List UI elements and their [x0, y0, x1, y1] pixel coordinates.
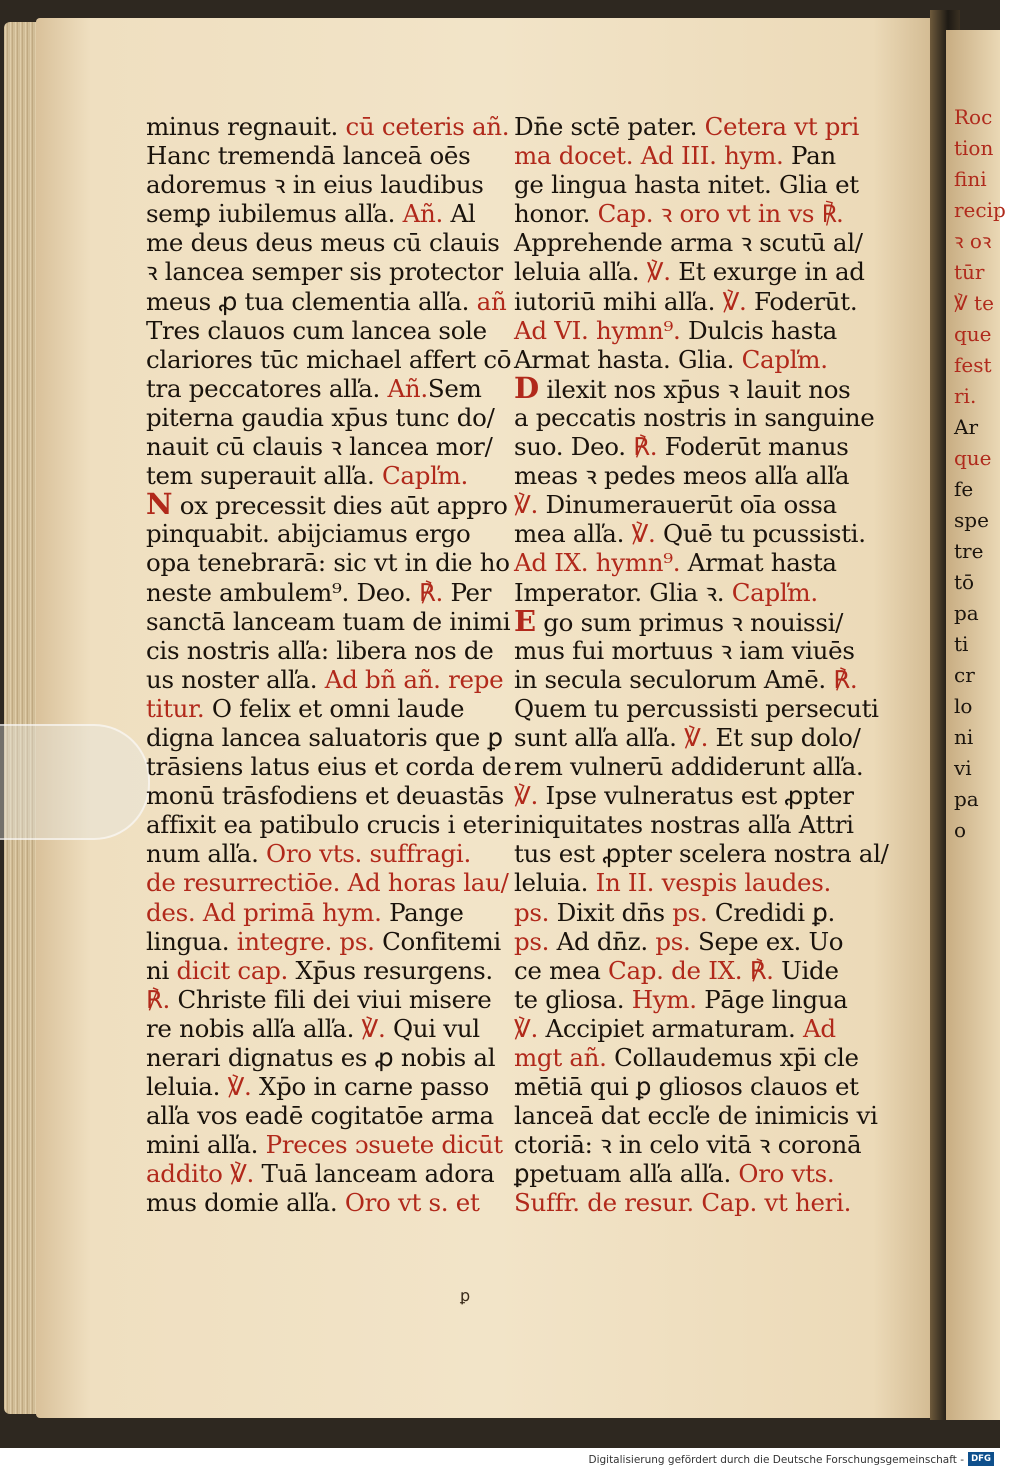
text-line — [514, 810, 886, 839]
page-clip — [0, 724, 150, 840]
body-text: affixit ea patibulo crucis i eter — [146, 810, 512, 840]
text-line — [514, 432, 886, 461]
rubric-text: ℣. — [684, 722, 709, 752]
body-text: adoremus ꝛ in eius laudibus — [146, 170, 484, 200]
body-text: piterna gaudia xp̄us tunc do/ — [146, 402, 495, 432]
body-text: monū trāsfodiens et deuastās — [146, 781, 504, 811]
rubric-text: ps. — [514, 897, 550, 927]
body-text: opa tenebrarā: sic vt in die ho — [146, 548, 510, 578]
body-text: Uide — [773, 955, 839, 985]
text-line — [514, 403, 886, 432]
footer-bar — [0, 1448, 1000, 1472]
text-line — [514, 141, 886, 170]
text-line — [514, 1072, 886, 1101]
fragment-line: cr — [954, 663, 975, 687]
body-text: Ad dn̄z. — [549, 926, 656, 956]
text-line — [146, 1188, 504, 1217]
body-text: Credidi ꝑ. — [707, 897, 836, 927]
body-text: Pāge lingua — [696, 984, 848, 1014]
rubric-text: ℣. — [514, 781, 538, 811]
rubric-text: mgt añ. — [514, 1043, 607, 1072]
rubric-text: Hym. — [631, 984, 697, 1014]
fragment-line: o — [954, 818, 967, 842]
text-line — [146, 257, 504, 286]
text-line — [146, 1130, 504, 1159]
text-line — [514, 519, 886, 548]
body-text: Imperator. Glia ꝛ. — [514, 577, 732, 607]
body-text: tus est ꝓpter scelera nostra al/ — [514, 839, 889, 869]
text-line — [146, 810, 512, 840]
text-line — [146, 694, 504, 723]
body-text: ox precessit dies aūt appro — [172, 491, 508, 521]
body-text: Quē tu pcussisti. — [655, 519, 866, 549]
body-text: ꝛ lancea semper sis protector — [146, 257, 503, 287]
text-line — [146, 1159, 504, 1188]
text-line — [514, 228, 886, 257]
body-text: alľa vos eadē cogitatōe arma — [146, 1101, 494, 1131]
rubric-text: Capľm. — [731, 577, 818, 607]
text-line — [146, 839, 504, 868]
text-line — [514, 694, 886, 723]
rubric-text: ps. — [514, 926, 550, 956]
fragment-line: tūr — [954, 260, 985, 284]
text-line — [514, 1188, 886, 1217]
body-text: Xp̄o in carne passo — [251, 1072, 489, 1102]
fragment-line: recip — [954, 198, 1006, 222]
body-text: us noster alľa. — [146, 664, 325, 694]
rubric-text: Capľm. — [381, 461, 469, 491]
fragment-line: fe — [954, 477, 974, 501]
body-text: Tuā lanceam adora — [254, 1159, 495, 1189]
body-text: ꝑpetuam alľa alľa. — [514, 1159, 739, 1189]
body-text: meus ꝓ tua clementia alľa. — [146, 286, 477, 316]
body-text: mini alľa. — [146, 1130, 266, 1160]
body-text: re nobis alľa alľa. — [146, 1013, 362, 1043]
text-line — [514, 490, 886, 519]
fragment-line: pa — [954, 601, 979, 625]
text-line — [514, 603, 886, 638]
text-line — [146, 927, 504, 956]
right-text-column — [514, 112, 889, 1218]
rubric-text: ℟. — [146, 984, 170, 1014]
text-line — [146, 316, 504, 345]
fragment-line: que — [954, 322, 992, 346]
body-text: O felix et omni laude — [204, 693, 465, 723]
body-text: tra peccatores alľa. — [146, 373, 388, 403]
text-line — [146, 344, 512, 374]
text-line — [514, 781, 886, 810]
rubric-text: Ad — [802, 1013, 836, 1043]
rubric-text: Preces ɔsuete dicūt — [265, 1130, 503, 1160]
body-text: Ipse vulneratus est ꝓpter — [537, 781, 854, 811]
body-text: in secula seculorum Amē. — [514, 664, 834, 694]
text-line — [514, 316, 886, 345]
text-line — [146, 374, 504, 403]
fragment-line: tō — [954, 570, 975, 594]
body-text: Sepe ex. Uo — [690, 926, 844, 956]
rubric-text: Suffr. de resur. Cap. vt heri. — [514, 1188, 852, 1218]
rubric-text: integre. ps. — [236, 926, 375, 956]
dfg-logo: DFG — [968, 1452, 994, 1466]
body-text: Armat hasta — [680, 548, 837, 578]
body-text: honor. — [514, 199, 598, 229]
fragment-line: spe — [954, 508, 989, 532]
body-text: Confitemi — [374, 926, 501, 956]
text-line — [146, 1101, 504, 1130]
body-text: sunt alľa alľa. — [514, 722, 685, 752]
fragment-line: lo — [954, 694, 973, 718]
text-line — [146, 752, 512, 782]
rubric-text: Oro vts. — [738, 1159, 835, 1189]
body-text: Armat hasta. Glia. — [514, 344, 742, 374]
text-line — [514, 985, 886, 1014]
text-line — [146, 548, 510, 578]
rubric-text: Añ. — [387, 373, 428, 403]
body-text: num alľa. — [146, 839, 267, 869]
body-text: iniquitates nostras alľa Attri — [514, 810, 854, 840]
fragment-line: ri. — [954, 384, 977, 408]
text-line — [146, 170, 504, 199]
rubric-text: cū ceteris añ. — [345, 112, 510, 141]
text-line — [514, 287, 886, 316]
body-text: ilexit nos xp̄us ꝛ lauit nos — [538, 374, 851, 404]
body-text: Dn̄e sctē pater. — [514, 112, 705, 141]
text-line — [146, 665, 504, 694]
body-text: go sum primus ꝛ nouissi/ — [535, 607, 844, 637]
body-text: mus fui mortuus ꝛ iam viuēs — [514, 635, 855, 665]
text-line — [514, 956, 886, 985]
text-line — [514, 199, 886, 228]
text-line — [146, 112, 510, 141]
body-text: digna lancea saluatoris que ꝑ — [146, 722, 503, 752]
body-text: Foderūt. — [746, 286, 858, 316]
rubric-text: dicit cap. — [176, 955, 289, 985]
text-line — [146, 286, 507, 316]
rubric-text: Añ. — [402, 199, 444, 229]
rubric-text: ℣. — [514, 1013, 538, 1043]
body-text: ni — [146, 955, 177, 985]
rubric-text: Ad IX. hymn⁹. — [514, 548, 681, 578]
body-text: Pan — [783, 141, 836, 171]
body-text: Pange — [381, 897, 464, 927]
text-line — [514, 868, 886, 897]
fragment-line: pa — [954, 787, 979, 811]
rubric-text: Capľm. — [741, 344, 828, 374]
text-line — [146, 868, 509, 898]
body-text: lanceā dat eccľe de inimicis vi — [514, 1101, 878, 1131]
footer-credit: Digitalisierung gefördert durch die Deutsche Forschungsgemeinschaft - — [588, 1454, 964, 1466]
body-text: trāsiens latus eius et corda de — [146, 752, 512, 782]
body-text: me deus deus meus cū clauis — [146, 228, 500, 258]
body-text: nauit cū clauis ꝛ lancea mor/ — [146, 432, 493, 462]
rubric-text: ps. — [655, 926, 691, 956]
left-text-column — [146, 112, 512, 1218]
body-text: cis nostris alľa: libera nos de — [146, 635, 494, 665]
body-text: sanctā lanceam tuam de inimi — [146, 606, 511, 636]
text-line — [146, 781, 504, 810]
rubric-text: ℣. — [646, 257, 671, 287]
text-line — [514, 548, 886, 577]
fragment-line: ꝛ oꝛ — [954, 229, 992, 253]
text-line — [146, 141, 504, 170]
fragment-line: ti — [954, 632, 969, 656]
fragment-line: ni — [954, 725, 974, 749]
body-text: Foderūt manus — [657, 432, 849, 462]
text-line — [514, 1159, 886, 1188]
body-text: ce mea — [514, 955, 609, 985]
body-text: a peccatis nostris in sanguine — [514, 402, 875, 432]
rubric-text: ℣. — [227, 1072, 252, 1102]
text-line — [514, 1101, 886, 1130]
text-line — [146, 723, 504, 752]
text-line — [514, 839, 889, 869]
fragment-line: vi — [954, 756, 972, 780]
text-line — [146, 228, 504, 257]
body-text: Per — [442, 577, 492, 607]
body-text: te gliosa. — [514, 984, 632, 1014]
rubric-text: ℟. — [833, 664, 858, 694]
body-text: Tres clauos cum lancea sole — [146, 315, 487, 345]
body-text: Hanc tremendā lanceā oēs — [146, 141, 471, 171]
text-line — [146, 403, 504, 432]
body-text: iutoriū mihi alľa. — [514, 286, 723, 316]
body-text: Quem tu percussisti persecuti — [514, 693, 879, 723]
body-text: Christe fili dei viui misere — [169, 984, 492, 1014]
text-line — [514, 345, 886, 374]
body-text: Xp̄us resurgens. — [288, 955, 493, 985]
body-text: mea alľa. — [514, 519, 632, 549]
text-line — [146, 487, 508, 522]
rubric-text: Ad bñ añ. repe — [324, 664, 504, 694]
signature-mark: ꝑ — [460, 1286, 471, 1305]
body-text: mētiā qui ꝑ gliosos clauos et — [514, 1072, 859, 1102]
text-line — [146, 1014, 504, 1043]
text-line — [514, 1014, 886, 1043]
fragment-line: ℣ te — [954, 291, 994, 315]
text-line — [514, 752, 886, 781]
body-text: leluia. — [146, 1072, 228, 1102]
body-text: mus domie alľa. — [146, 1188, 345, 1218]
text-line — [514, 1130, 886, 1159]
body-text: Sem — [427, 373, 482, 403]
body-text: semꝑ iubilemus alľa. — [146, 199, 403, 229]
body-text: Et sup dolo/ — [708, 722, 861, 752]
fragment-line: fest — [954, 353, 992, 377]
text-line — [146, 199, 504, 228]
text-line — [514, 665, 886, 694]
body-text: leluia. — [514, 868, 596, 898]
body-text: ctoriā: ꝛ in celo vitā ꝛ coronā — [514, 1130, 862, 1160]
body-text: meas ꝛ pedes meos alľa alľa — [514, 461, 850, 491]
text-line — [514, 578, 886, 607]
text-line — [146, 1043, 504, 1072]
fragment-line: que — [954, 446, 992, 470]
rubric-text: ma docet. Ad III. hym. — [514, 141, 784, 171]
body-text: nerari dignatus es ꝓ nobis al — [146, 1043, 496, 1072]
fragment-line: fini — [954, 167, 987, 191]
rubric-text: ℟. — [633, 432, 658, 462]
text-line — [146, 636, 504, 665]
rubric-text: añ — [476, 286, 507, 316]
text-line — [146, 956, 504, 985]
body-text: ge lingua hasta nitet. Glia et — [514, 170, 859, 200]
initial-capital: E — [514, 603, 536, 638]
rubric-text: ℣. — [514, 490, 538, 520]
next-page-text-fragment — [954, 102, 1034, 846]
rubric-text: ℣. — [722, 286, 747, 316]
text-line — [146, 461, 504, 490]
body-text: tem superauit alľa. — [146, 461, 382, 491]
body-text: Dulcis hasta — [680, 315, 837, 345]
body-text: Al — [443, 199, 476, 229]
rubric-text: In II. vespis laudes. — [595, 868, 832, 898]
rubric-text: titur. — [146, 693, 205, 723]
text-line — [514, 112, 886, 141]
text-line — [514, 1043, 886, 1072]
body-text: lingua. — [146, 926, 237, 956]
fragment-line: Ar — [954, 415, 979, 439]
text-line — [146, 1072, 504, 1101]
rubric-text: Cetera vt pri — [704, 112, 860, 141]
next-page-edge — [946, 30, 1006, 1420]
rubric-text: de resurrectiōe. Ad horas lau/ — [146, 868, 509, 898]
rubric-text: des. Ad primā hym. — [146, 897, 382, 927]
text-line — [514, 257, 886, 286]
text-line — [146, 432, 504, 461]
body-text: Accipiet armaturam. — [537, 1013, 803, 1043]
rubric-text: ps. — [672, 897, 708, 927]
rubric-text: ℣. — [361, 1013, 386, 1043]
text-line — [514, 723, 886, 752]
rubric-text: Cap. ꝛ oro vt in vs ℟. — [597, 199, 844, 229]
body-text: Dinumerauerūt oīa ossa — [537, 490, 837, 520]
rubric-text: Ad VI. hymn⁹. — [514, 315, 681, 345]
body-text: Dixit dn̄s — [549, 897, 673, 927]
text-line — [514, 898, 886, 927]
fragment-line: tion — [954, 136, 994, 160]
text-line — [146, 898, 504, 927]
rubric-text: Oro vts. suffragi. — [266, 839, 471, 869]
body-text: leluia alľa. — [514, 257, 647, 287]
text-line — [514, 170, 886, 199]
text-line — [146, 578, 504, 607]
body-text: suo. Deo. — [514, 432, 634, 462]
body-text: clariores tūc michael affert cō — [146, 344, 512, 374]
text-line — [146, 985, 504, 1014]
body-text: Qui vul — [385, 1013, 480, 1043]
body-text: minus regnauit. — [146, 112, 346, 141]
rubric-text: ℣. — [631, 519, 656, 549]
body-text: neste ambulem⁹. Deo. — [146, 577, 419, 607]
fragment-line: Roc — [954, 105, 993, 129]
body-text: Collaudemus xp̄i cle — [606, 1043, 859, 1072]
rubric-text: ℟. — [419, 577, 443, 607]
text-line — [514, 461, 886, 490]
text-line — [514, 927, 886, 956]
initial-capital: D — [514, 370, 539, 405]
body-text: Et exurge in ad — [670, 257, 865, 287]
text-line — [514, 636, 886, 665]
body-text: pinquabit. abijciamus ergo — [146, 519, 471, 549]
rubric-text: addito ℣. — [146, 1159, 255, 1189]
initial-capital: N — [146, 487, 173, 522]
fragment-line: tre — [954, 539, 984, 563]
text-line — [514, 370, 886, 405]
rubric-text: Oro vt s. et — [344, 1188, 480, 1218]
text-line — [146, 606, 511, 636]
body-text: rem vulnerū addiderunt alľa. — [514, 752, 864, 782]
rubric-text: Cap. de IX. ℟. — [608, 955, 774, 985]
body-text: Apprehende arma ꝛ scutū al/ — [514, 228, 863, 258]
text-line — [146, 519, 504, 548]
